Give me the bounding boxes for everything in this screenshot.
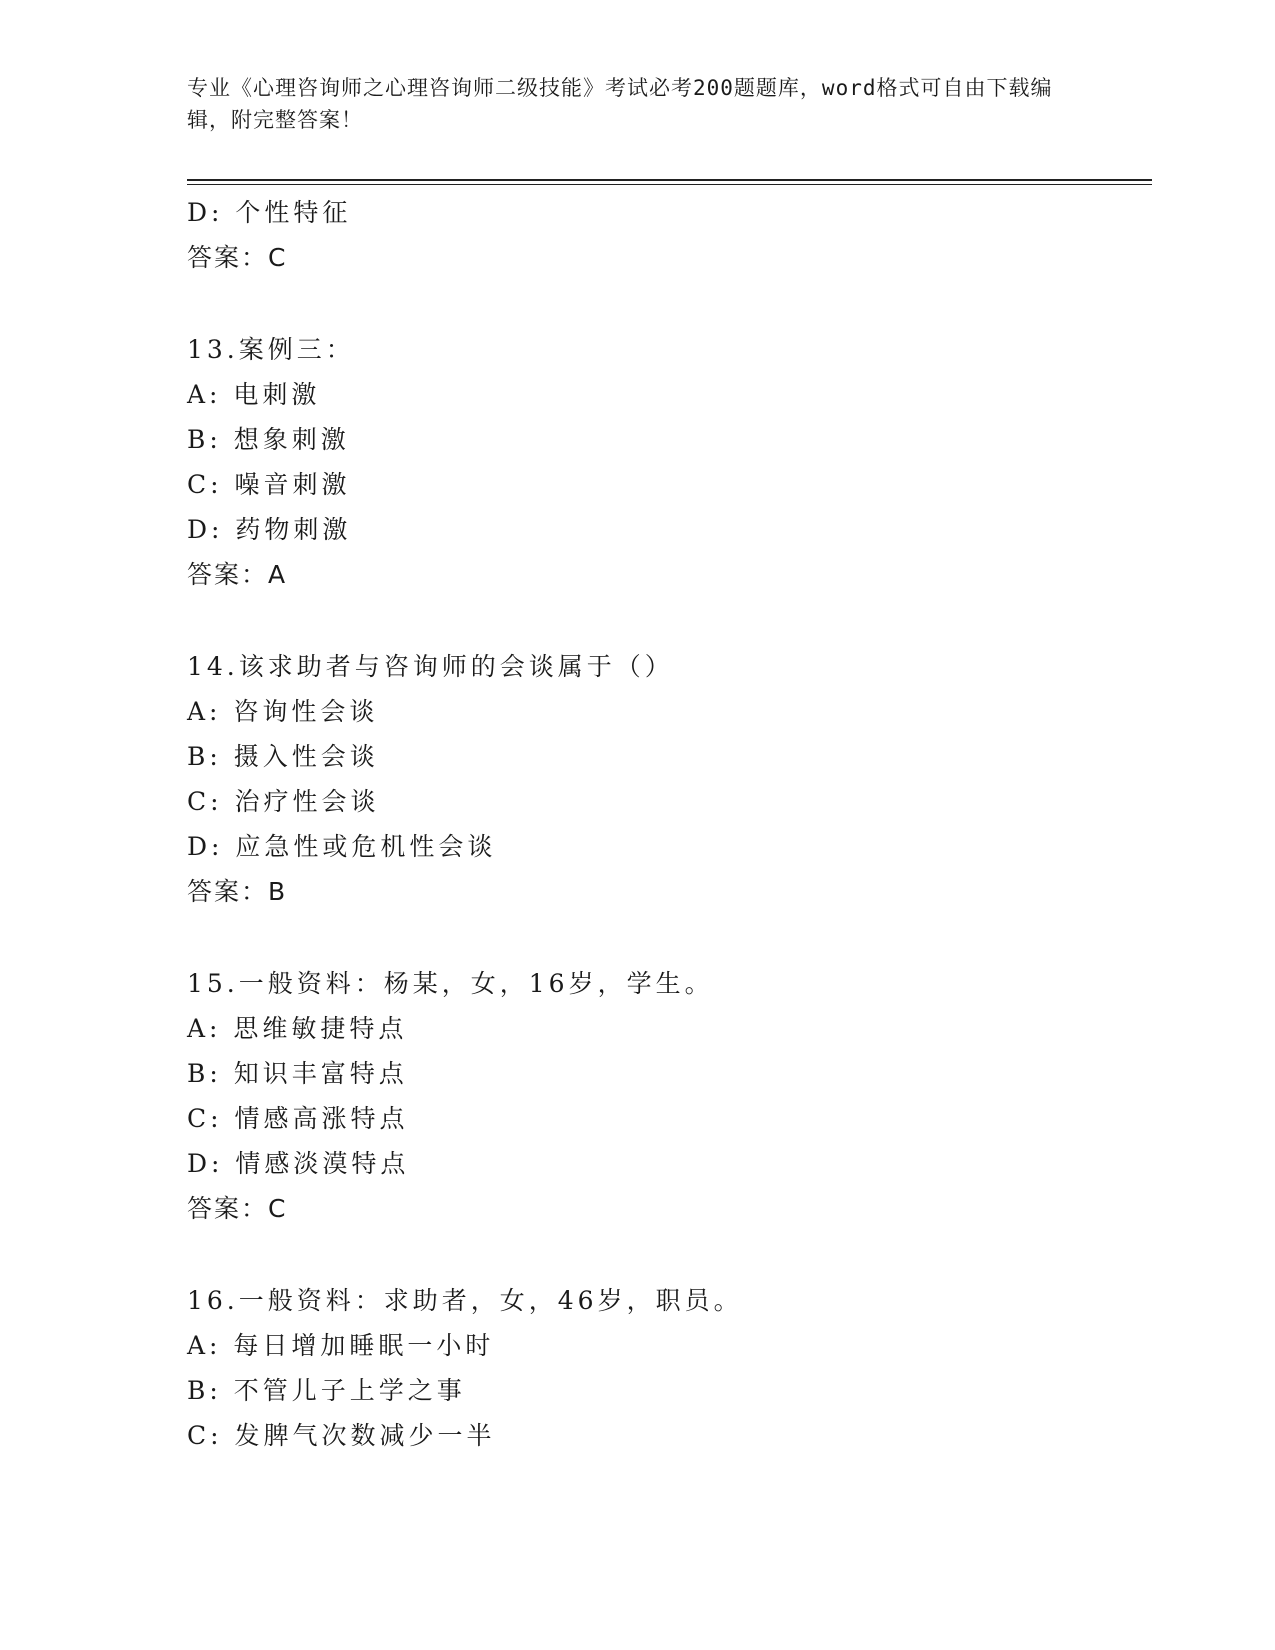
option-a: A: 咨询性会谈 [187, 697, 379, 726]
spacer [187, 914, 1147, 961]
question-14 [187, 644, 1147, 914]
option-b: B: 摄入性会谈 [187, 742, 379, 771]
question-13 [187, 327, 1147, 597]
option-a: A: 思维敏捷特点 [187, 1014, 408, 1043]
option-a: A: 电刺激 [187, 380, 321, 409]
option-d: D: 药物刺激 [187, 515, 352, 544]
question-16 [187, 1278, 1147, 1458]
header-intro: 专业《心理咨询师之心理咨询师二级技能》考试必考200题题库，word格式可自由下载编辑，附完整答案！ [187, 76, 1053, 132]
option-a: A: 每日增加睡眠一小时 [187, 1331, 495, 1360]
option-b: B: 想象刺激 [187, 425, 350, 454]
header-rule-thin [187, 184, 1152, 185]
option-b: B: 不管儿子上学之事 [187, 1376, 466, 1405]
question-12-tail [187, 190, 1147, 280]
spacer [187, 597, 1147, 644]
spacer [187, 1231, 1147, 1278]
spacer [187, 280, 1147, 327]
answer-line: 答案：B [187, 877, 288, 906]
answer-line: 答案：C [187, 243, 288, 272]
option-c: C: 情感高涨特点 [187, 1104, 409, 1133]
question-list [187, 190, 1147, 1458]
option-c: C: 噪音刺激 [187, 470, 351, 499]
document-header [187, 72, 1067, 136]
option-d: D: 个性特征 [187, 198, 352, 227]
question-stem: 14.该求助者与咨询师的会谈属于（） [187, 652, 674, 681]
header-rule-thick [187, 179, 1152, 181]
answer-line: 答案：A [187, 560, 288, 589]
option-c: C: 治疗性会谈 [187, 787, 380, 816]
question-stem: 13.案例三： [187, 335, 355, 364]
question-stem: 16.一般资料：求助者，女，46岁，职员。 [187, 1286, 743, 1315]
option-d: D: 情感淡漠特点 [187, 1149, 410, 1178]
question-15 [187, 961, 1147, 1231]
answer-line: 答案：C [187, 1194, 288, 1223]
option-d: D: 应急性或危机性会谈 [187, 832, 497, 861]
option-c: C: 发脾气次数减少一半 [187, 1421, 496, 1450]
question-stem: 15.一般资料：杨某，女，16岁，学生。 [187, 969, 714, 998]
option-b: B: 知识丰富特点 [187, 1059, 408, 1088]
